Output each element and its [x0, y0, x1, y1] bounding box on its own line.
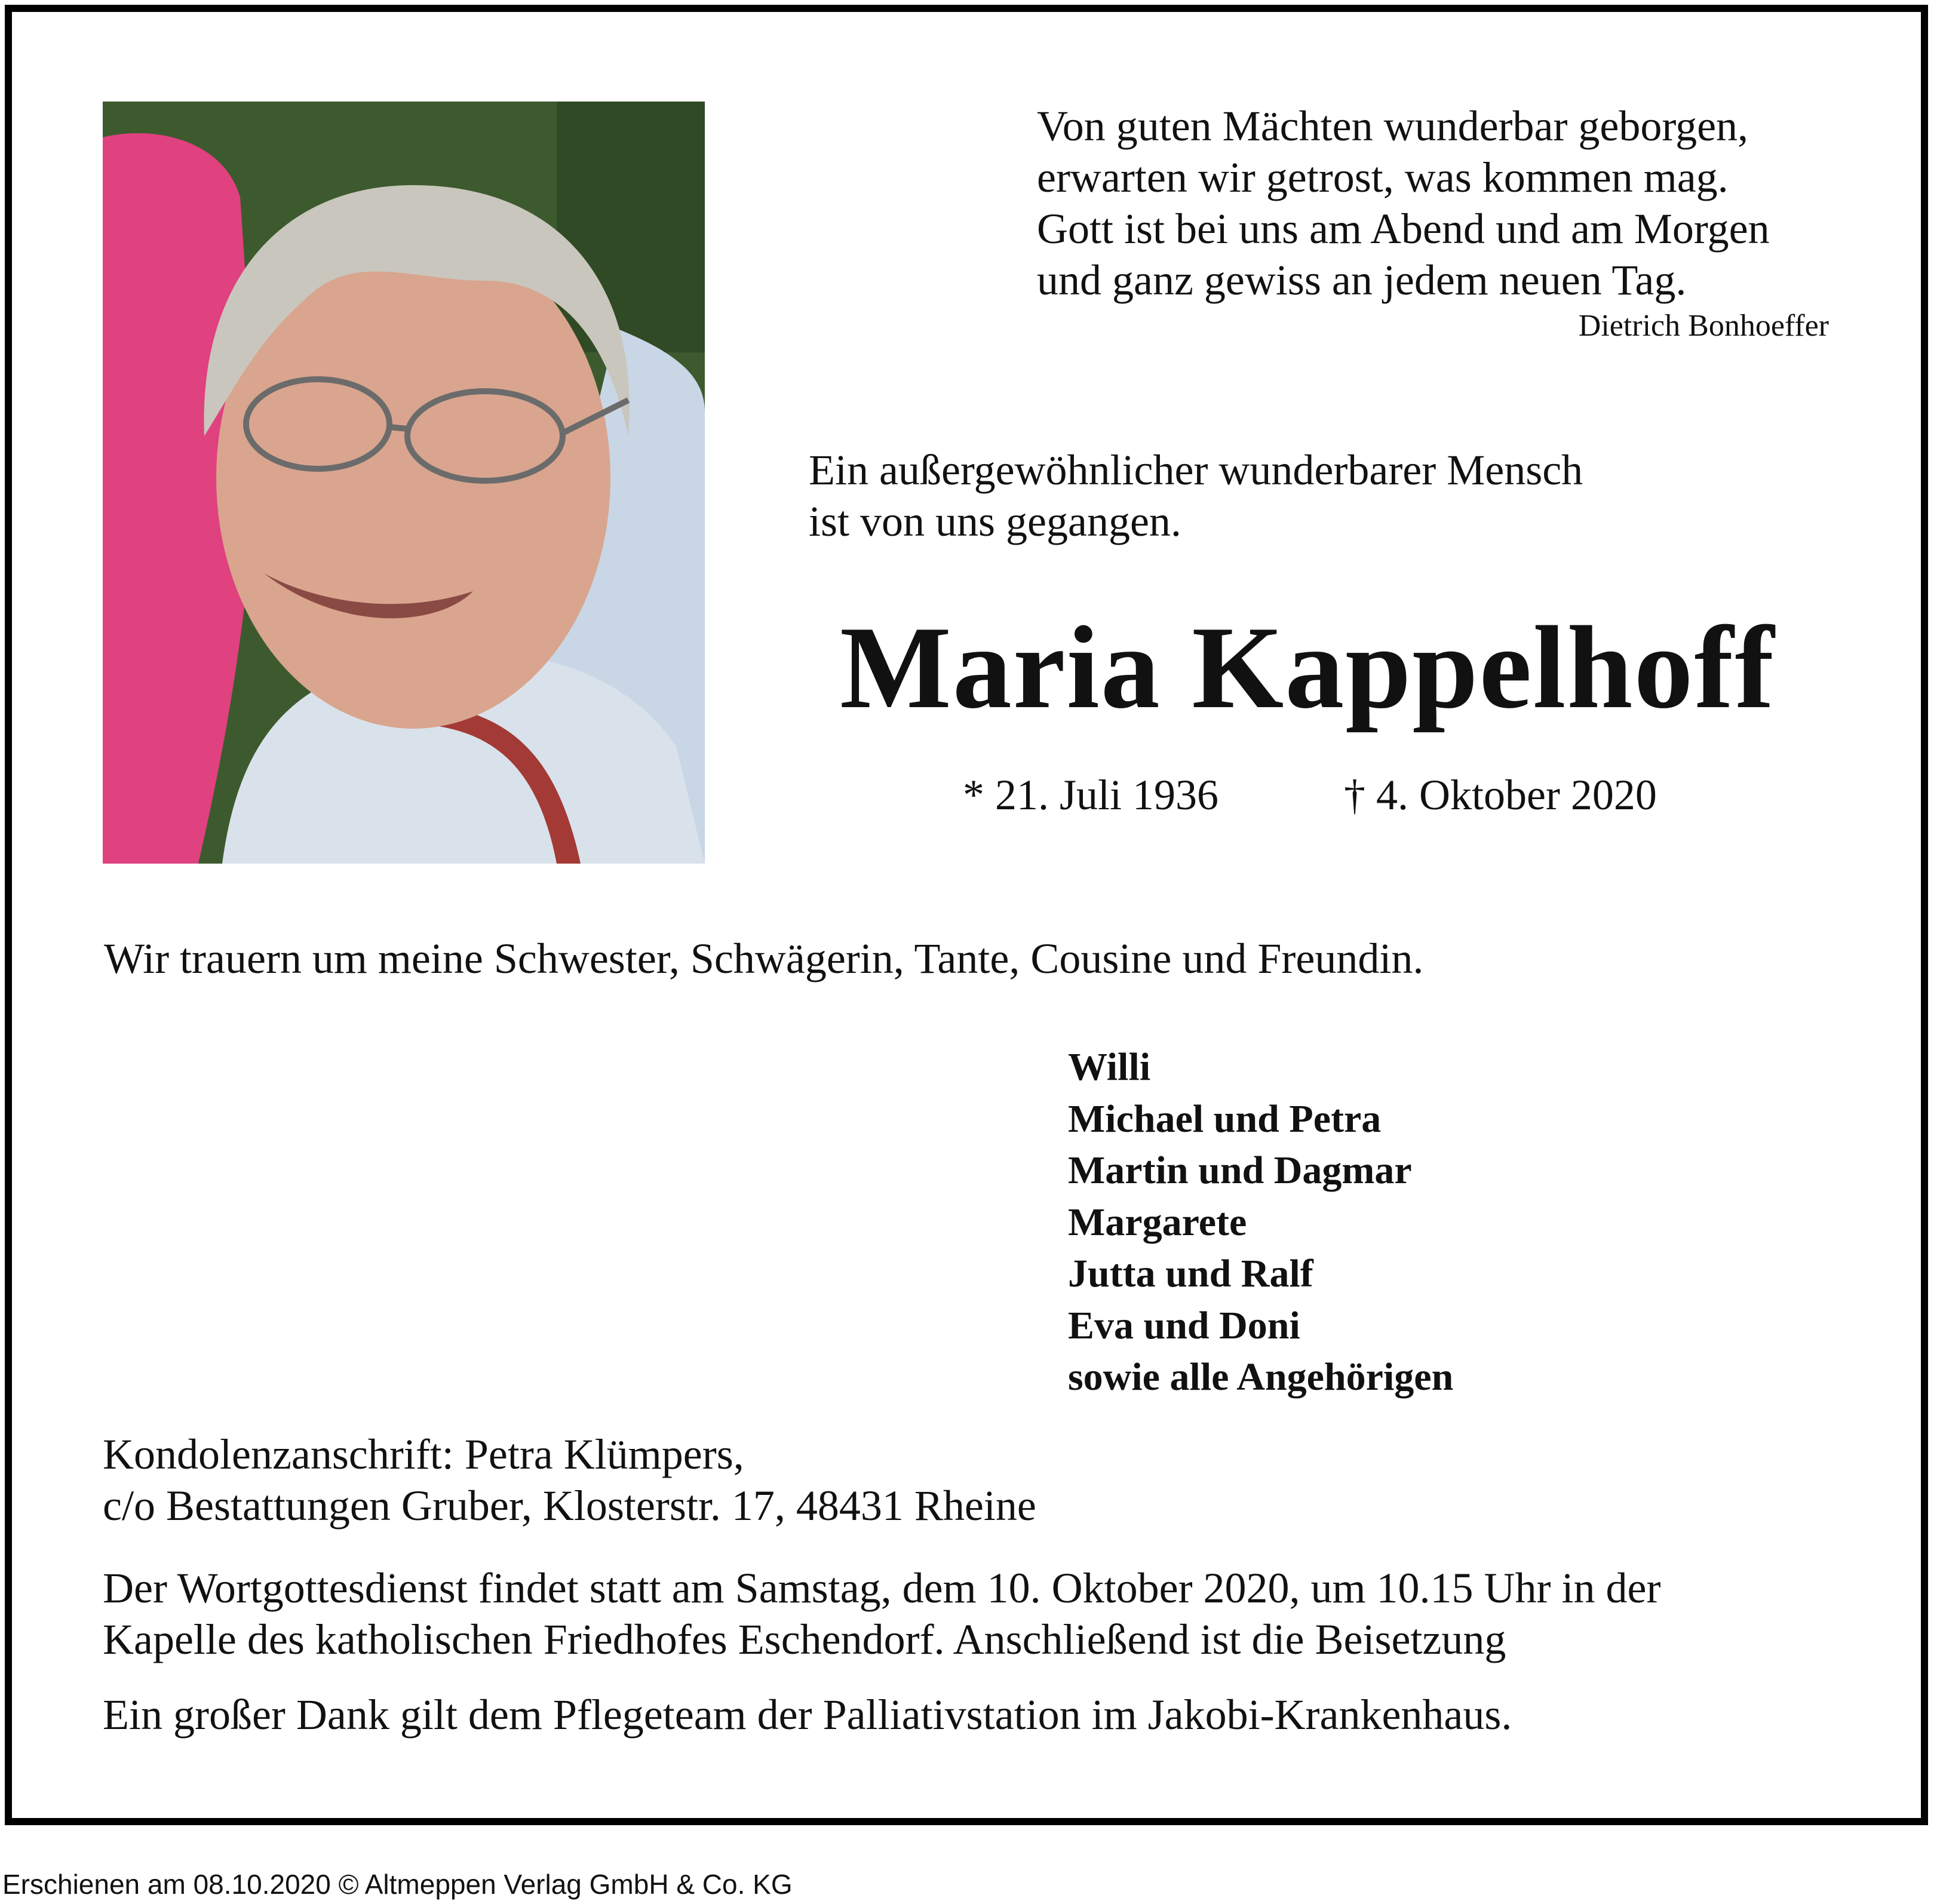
publication-footer: Erschienen am 08.10.2020 © Altmeppen Verlag GmbH & Co. KG [2, 1869, 793, 1900]
intro-line: ist von uns gegangen. [809, 498, 1181, 545]
quote-author: Dietrich Bonhoeffer [1578, 309, 1829, 343]
family-list [1068, 1042, 1453, 1404]
birth-date: * 21. Juli 1936 [963, 771, 1219, 819]
condolence-line: c/o Bestattungen Gruber, Klosterstr. 17, 48431 Rheine [103, 1482, 1036, 1530]
deceased-name: Maria Kappelhoff [840, 602, 1776, 733]
thanks-text: Ein großer Dank gilt dem Pflegeteam der Palliativstation im Jakobi-Krankenhaus. [103, 1691, 1512, 1739]
condolence-line: Kondolenzanschrift: Petra Klümpers, [103, 1430, 744, 1478]
quote-line: Von guten Mächten wunderbar geborgen, [1037, 102, 1749, 150]
family-member: Eva und Doni [1068, 1303, 1300, 1347]
intro-line: Ein außergewöhnlicher wunderbarer Mensch [809, 446, 1583, 494]
family-member: sowie alle Angehörigen [1068, 1355, 1454, 1399]
condolence-address [103, 1429, 1036, 1531]
mourning-text: Wir trauern um meine Schwester, Schwägerin, Tante, Cousine und Freundin. [104, 935, 1424, 982]
portrait-photo [103, 102, 705, 864]
family-member: Jutta und Ralf [1068, 1252, 1313, 1295]
quote-line: und ganz gewiss an jedem neuen Tag. [1037, 256, 1687, 304]
bonhoeffer-quote [1037, 100, 1770, 306]
family-member: Willi [1068, 1045, 1151, 1089]
death-date: † 4. Oktober 2020 [1344, 771, 1657, 819]
service-line: Kapelle des katholischen Friedhofes Eschendorf. Anschließend ist die Beisetzung [103, 1616, 1506, 1663]
service-info [103, 1562, 1660, 1665]
family-member: Martin und Dagmar [1068, 1148, 1412, 1192]
service-line: Der Wortgottesdienst findet statt am Samstag, dem 10. Oktober 2020, um 10.15 Uhr in der [103, 1564, 1661, 1612]
family-member: Michael und Petra [1068, 1097, 1382, 1141]
family-member: Margarete [1068, 1200, 1247, 1244]
quote-line: erwarten wir getrost, was kommen mag. [1037, 153, 1729, 201]
quote-line: Gott ist bei uns am Abend und am Morgen [1037, 205, 1770, 253]
intro-text [809, 444, 1583, 547]
